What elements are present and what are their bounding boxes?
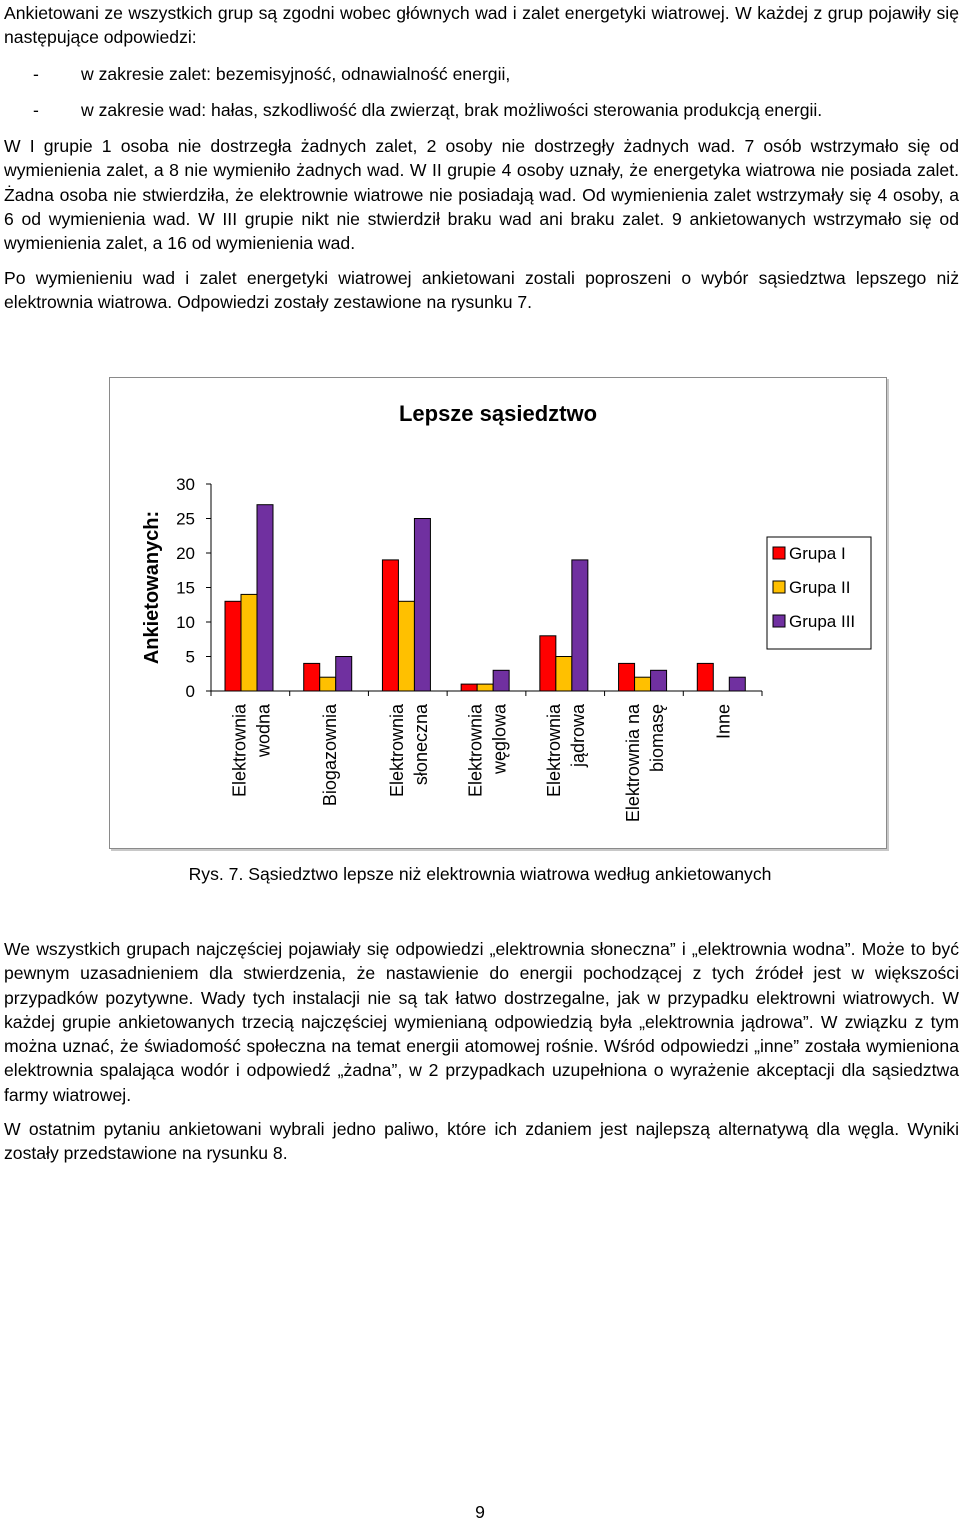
bar-grupa-iii [651, 670, 667, 691]
conclusion-paragraph-1: We wszystkich grupach najczęściej pojawiały się odpowiedzi „elektrownia słoneczna” i „elektrownia wodna”. Może to być pewnym uzasadnieniem dla stwierdzenia, że nastawienie do energii pochodzącej z tych źródeł jest w większości przypadków pozytywne. Wady tych instalacji nie są tak łatwo dostrzegalne, jak w przypadku elektrowni wiatrowych. W każdej grupie ankietowanych trzecią najczęściej wymienianą odpowiedzią była „elektrownia jądrowa”. W związku z tym można uznać, że świadomość społeczna na temat energii atomowej rośnie. Wśród odpowiedzi „inne” została wymieniona elektrownia spalająca wodór i odpowiedź „żadna”, w 2 przypadkach uzupełniona o wyrażenie akceptacji dla sąsiedztwa farmy wiatrowej. [4, 939, 959, 1105]
conclusion-section [4, 937, 959, 1166]
legend-swatch [773, 615, 785, 627]
x-tick-label-line: Elektrownia [229, 704, 250, 798]
legend-label: Grupa I [789, 544, 846, 563]
bar-grupa-i [304, 663, 320, 691]
list-item-text: w zakresie wad: hałas, szkodliwość dla zwierząt, brak możliwości sterowania produkcją energii. [81, 99, 823, 120]
answers-list [4, 62, 959, 123]
x-tick-label [387, 703, 431, 797]
bar-grupa-iii [572, 560, 588, 691]
legend-swatch [773, 547, 785, 559]
bar-grupa-i [382, 560, 398, 691]
x-tick-label-line: Elektrownia na [622, 704, 643, 823]
y-tick-label: 10 [176, 613, 195, 632]
x-tick-label-line: węglowa [489, 704, 510, 775]
bar-grupa-i [225, 601, 241, 691]
x-tick-label [320, 703, 340, 806]
bar-grupa-i [619, 663, 635, 691]
x-tick-label [623, 703, 667, 822]
bar-grupa-ii [635, 677, 651, 691]
chart-title: Lepsze sąsiedztwo [398, 401, 598, 426]
x-tick-label-line: jądrowa [568, 704, 589, 768]
bar-grupa-ii [398, 601, 414, 691]
y-tick-label: 25 [176, 509, 195, 529]
x-tick-label [714, 704, 734, 739]
bar-grupa-iii [729, 677, 745, 691]
bar-grupa-i [540, 636, 556, 691]
bar-grupa-ii [320, 677, 336, 691]
x-tick-label-line: Elektrownia [465, 704, 486, 798]
legend-label: Grupa III [789, 612, 856, 631]
chart-svg [110, 378, 886, 848]
intro-paragraph-3: Po wymienieniu wad i zalet energetyki wiatrowej ankietowani zostali poproszeni o wybór sąsiedztwa lepszego niż elektrownia wiatrowa. Odpowiedzi zostały zestawione na rysunku 7. [4, 267, 959, 312]
bar-grupa-i [461, 684, 477, 691]
x-tick-label-line: biomasę [646, 704, 667, 773]
intro-section [4, 0, 959, 314]
y-tick-label: 20 [176, 544, 195, 563]
y-tick-label: 15 [176, 578, 195, 598]
bar-grupa-i [697, 663, 713, 691]
y-axis-label: Ankietowanych: [141, 510, 163, 665]
list-item-disadvantages [4, 98, 959, 122]
chart-figure [109, 377, 887, 849]
dash-marker: - [33, 63, 39, 84]
x-tick-label [544, 703, 588, 797]
bar-grupa-ii [477, 684, 493, 691]
y-tick-label: 30 [176, 475, 195, 494]
intro-paragraph-1: Ankietowani ze wszystkich grup są zgodni wobec głównych wad i zalet energetyki wiatrowej. W każdej z grup pojawiły się następujące odpowiedzi: [4, 3, 959, 48]
conclusion-paragraph-2: W ostatnim pytaniu ankietowani wybrali jedno paliwo, które ich zdaniem jest najlepszą alternatywą dla węgla. Wyniki zostały przedstawione na rysunku 8. [4, 1119, 959, 1164]
figure-caption: Rys. 7. Sąsiedztwo lepsze niż elektrownia wiatrowa według ankietowanych [188, 864, 772, 884]
bar-grupa-iii [493, 670, 509, 691]
bar-grupa-iii [414, 519, 430, 692]
x-tick-label [466, 703, 510, 797]
list-item-advantages [4, 62, 959, 86]
x-tick-label-line: Biogazownia [320, 704, 341, 807]
x-tick-label-line: wodna [253, 704, 274, 758]
legend-label: Grupa II [789, 578, 851, 597]
bar-grupa-iii [336, 657, 352, 692]
intro-paragraph-2: W I grupie 1 osoba nie dostrzegła żadnych zalet, 2 osoby nie dostrzegły żadnych wad. 7 osób wstrzymało się od wymienienia zalet, a 8 nie wymieniło żadnych wad. W II grupie 4 osoby uznały, że energetyka wiatrowa nie posiada zalet. Żadna osoba nie stwierdziła, że elektrownie wiatrowe nie posiadają wad. Od wymienienia zalet wstrzymały się 4 osoby, a 6 od wymienienia wad. W III grupie nikt nie stwierdził braku wad ani braku zalet. 9 ankietowanych wstrzymało się od wymienienia zalet, a 16 od wymienienia wad. [4, 136, 959, 254]
bar-grupa-ii [241, 594, 257, 691]
bar-grupa-ii [556, 657, 572, 692]
x-tick-label-line: Inne [713, 704, 734, 740]
y-tick-label: 5 [185, 647, 195, 667]
page-number: 9 [475, 1502, 485, 1522]
dash-marker: - [33, 99, 39, 120]
bar-grupa-iii [257, 505, 273, 691]
y-tick-label: 0 [185, 682, 195, 701]
list-item-text: w zakresie zalet: bezemisyjność, odnawialność energii, [81, 63, 511, 84]
x-tick-label-line: słoneczna [410, 704, 431, 786]
x-tick-label-line: Elektrownia [386, 704, 407, 798]
legend-swatch [773, 581, 785, 593]
x-tick-label-line: Elektrownia [544, 704, 565, 798]
x-tick-label [229, 703, 273, 797]
